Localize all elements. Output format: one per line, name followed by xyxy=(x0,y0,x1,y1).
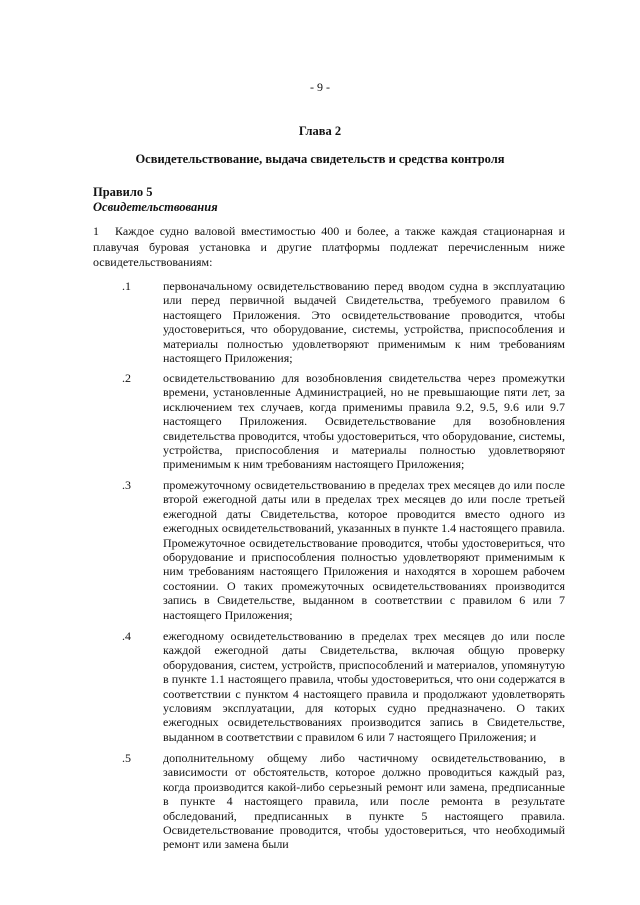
list-item-number: .1 xyxy=(122,279,131,293)
intro-paragraph xyxy=(93,224,565,271)
list-item-number: .3 xyxy=(122,478,131,492)
intro-number: 1 xyxy=(93,224,99,238)
list-item-number: .2 xyxy=(122,371,131,385)
page-number: - 9 - xyxy=(310,80,330,94)
list-item xyxy=(93,629,565,744)
list-item xyxy=(93,478,565,622)
rule-subtitle: Освидетельствования xyxy=(93,200,218,214)
list-item-text: промежуточному освидетельствованию в пределах трех месяцев до или после второй ежегодной даты или в пределах трех месяцев до или после третьей ежегодной даты Свидетельства, которое проводится вместо одного из ежегодных освидетельствований, указанных в пункте 1.4 настоящего правила. Промежуточное освидетельствование проводится, чтобы удостовериться, что оборудование и приспособления полностью удовлетворяют применимым к ним требованиям настоящего Приложения и находятся в хорошем рабочем состоянии. О таких промежуточных освидетельствованиях производится запись в Свидетельстве, выданном в соответствии с правилом 6 или 7 настоящего Приложения; xyxy=(163,478,565,622)
chapter-title: Глава 2 xyxy=(298,124,342,138)
rule-title: Правило 5 xyxy=(93,185,153,199)
list-item-text: дополнительному общему либо частичному освидетельствованию, в зависимости от обстоятельств, которое должно проводиться каждый раз, когда производится какой-либо серьезный ремонт или замена, предписанные в пункте 4 настоящего правила, или после ремонта в результате обследований, предписанных в пункте 5 настоящего правила. Освидетельствование проводится, чтобы удостовериться, что необходимый ремонт или замена были xyxy=(163,751,565,852)
list-item-text: первоначальному освидетельствованию перед вводом судна в эксплуатацию или перед первичной выдачей Свидетельства, требуемого правилом 6 настоящего Приложения. Это освидетельствование проводится, чтобы удостовериться, что оборудование, системы, устройства, приспособления и материалы полностью удовлетворяют применимым к ним требованиям настоящего Приложения; xyxy=(163,279,565,366)
chapter-subtitle: Освидетельствование, выдача свидетельств и средства контроля xyxy=(135,152,505,166)
list-item-number: .4 xyxy=(122,629,131,643)
list-item-number: .5 xyxy=(122,751,131,765)
intro-text: Каждое судно валовой вместимостью 400 и более, а также каждая стационарная и плавучая буровая установка и другие платформы подлежат перечисленным ниже освидетельствованиям: xyxy=(93,224,565,269)
list-item xyxy=(93,371,565,472)
list-item xyxy=(93,279,565,365)
list-item-text: освидетельствованию для возобновления свидетельства через промежутки времени, установленные Администрацией, но не превышающие пяти лет, за исключением тех случаев, когда применимы правила 9.2, 9.5, 9.6 или 9.7 настоящего Приложения. Освидетельствование для возобновления свидетельства проводится, чтобы удостовериться, что оборудование, системы, устройства, приспособления и материалы полностью удовлетворяют применимым к ним требованиям настоящего Приложения; xyxy=(163,371,565,472)
list-item xyxy=(93,751,565,852)
list-item-text: ежегодному освидетельствованию в пределах трех месяцев до или после каждой ежегодной даты Свидетельства, включая общую проверку оборудования, систем, устройств, приспособлений и материалов, упомянутую в пункте 1.1 настоящего правила, чтобы удостовериться, что они содержатся в соответствии с пунктом 4 настоящего правила и продолжают удовлетворять условиям эксплуатации, для которых судно предназначено. О таких ежегодных освидетельствованиях производится запись в Свидетельстве, выданном в соответствии с правилом 6 или 7 настоящего Приложения; и xyxy=(163,629,565,744)
